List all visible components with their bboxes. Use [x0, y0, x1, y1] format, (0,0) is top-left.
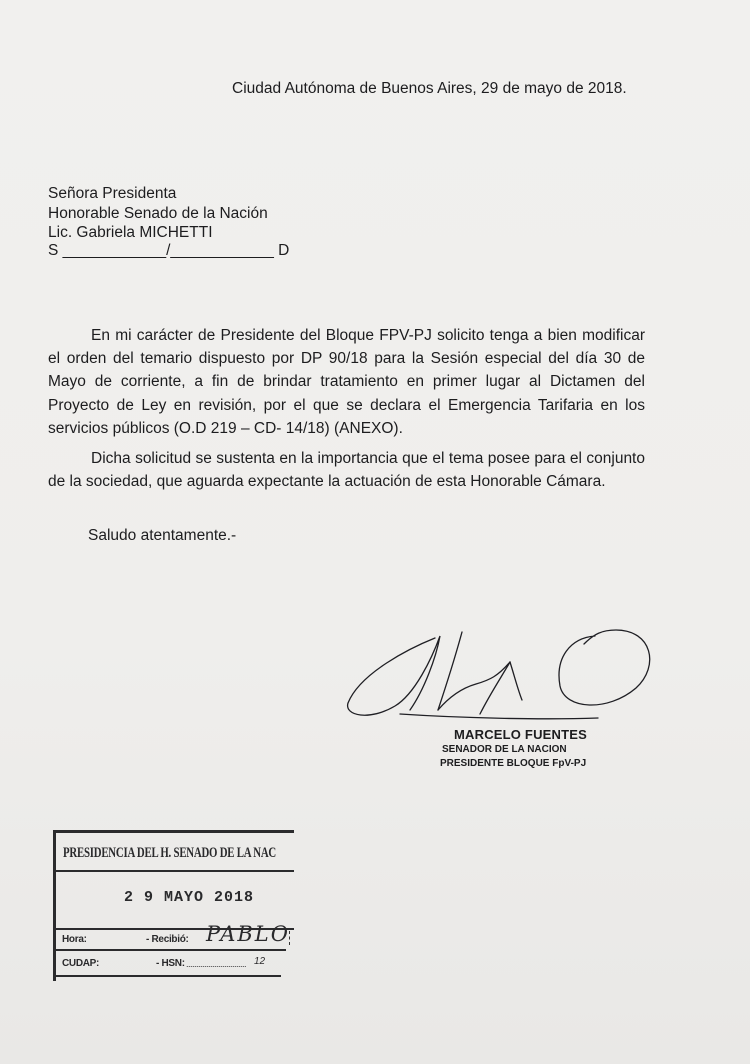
stamp-divider — [56, 949, 286, 951]
signatory-name: MARCELO FUENTES — [454, 727, 587, 742]
signatory-title-1: SENADOR DE LA NACION — [442, 744, 567, 755]
stamp-divider — [56, 975, 281, 977]
stamp-divider — [56, 870, 294, 872]
stamp-cudap-label: CUDAP: — [62, 958, 100, 969]
stamp-recibio-label: - Recibió: — [146, 934, 189, 945]
closing-line: Saludo atentamente.- — [88, 527, 237, 544]
handwritten-signature — [340, 618, 660, 728]
stamp-date: 2 9 MAYO 2018 — [124, 889, 255, 906]
stamp-hsn-value: 12 — [254, 956, 266, 967]
place-date: Ciudad Autónoma de Buenos Aires, 29 de mayo de 2018. — [232, 80, 627, 97]
stamp-title: PRESIDENCIA DEL H. SENADO DE LA NAC — [63, 845, 276, 861]
recipient-line-1: Señora Presidenta — [48, 185, 177, 202]
recipient-line-2: Honorable Senado de la Nación — [48, 205, 268, 222]
stamp-mark — [289, 931, 291, 945]
stamp-hora-label: Hora: — [62, 934, 87, 945]
reception-stamp — [53, 830, 294, 981]
body-paragraph-2: Dicha solicitud se sustenta en la importancia que el tema posee para el conjunto de la sociedad, que aguarda expectante la actuación de esta Honorable Cámara. — [48, 450, 645, 491]
body-paragraph-1: En mi carácter de Presidente del Bloque FPV-PJ solicito tenga a bien modificar el orden del temario dispuesto por DP 90/18 para la Sesión especial del día 30 de Mayo de corriente, a fin de brindar tratamiento en primer lugar al Dictamen del Proyecto de Ley en revisión, por el que se declara el Emergencia Tarifaria en los servicios públicos (O.D 219 – CD- 14/18) (ANEXO). — [48, 327, 645, 437]
stamp-hsn-label: - HSN: — [156, 958, 185, 969]
signatory-title-2: PRESIDENTE BLOQUE FpV-PJ — [440, 758, 587, 769]
recipient-line-3: Lic. Gabriela MICHETTI — [48, 224, 213, 241]
stamp-recibio-handwriting: PABLO — [206, 922, 290, 946]
stamp-hsn-dots: .............................. — [186, 959, 247, 969]
recipient-line-4: S ____________/____________ D — [48, 242, 290, 259]
